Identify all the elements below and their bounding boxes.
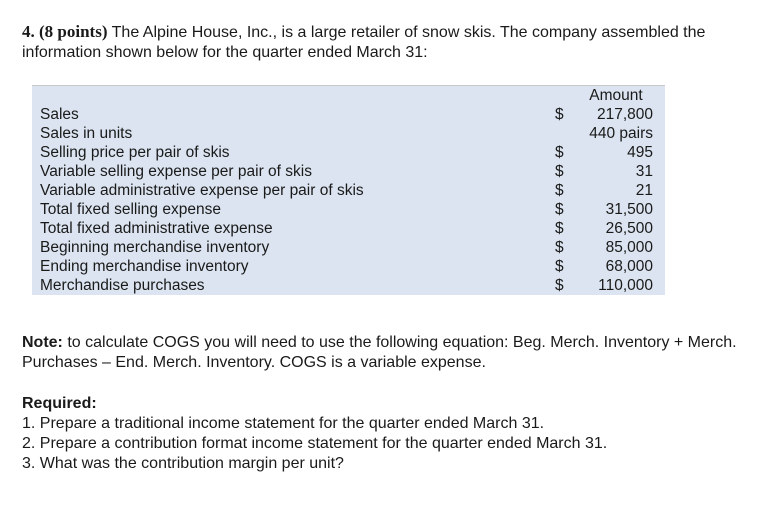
row-value: 85,000	[605, 238, 653, 256]
question-intro	[22, 22, 722, 63]
row-label: Sales in units	[40, 124, 133, 142]
table-row	[32, 200, 665, 219]
row-label: Sales	[40, 105, 79, 123]
question-number: 4. (8 points)	[22, 22, 108, 41]
table-row	[32, 219, 665, 238]
row-currency: $	[555, 162, 564, 180]
header-blank	[32, 86, 567, 105]
row-label: Merchandise purchases	[40, 276, 205, 294]
row-currency: $	[555, 257, 564, 275]
note-text: to calculate COGS you will need to use the following equation: Beg. Merch. Inventory + Merch. Purchases – End. Merch. Inventory. COGS is a variable expense.	[22, 334, 737, 371]
row-currency: $	[555, 238, 564, 256]
required-heading: Required:	[22, 395, 97, 412]
row-value: 440 pairs	[589, 124, 653, 142]
row-label: Variable administrative expense per pair of skis	[40, 181, 364, 199]
table-row	[32, 257, 665, 276]
table-row	[32, 238, 665, 257]
row-label: Selling price per pair of skis	[40, 143, 230, 161]
table-row	[32, 124, 665, 143]
row-currency: $	[555, 219, 564, 237]
row-value: 110,000	[598, 276, 653, 294]
table-row	[32, 105, 665, 124]
note-paragraph	[22, 333, 742, 373]
row-value: 495	[627, 143, 653, 161]
row-value: 31,500	[605, 200, 653, 218]
table-row	[32, 162, 665, 181]
amount-header: Amount	[567, 86, 665, 105]
table-row	[32, 143, 665, 162]
required-item: 2. Prepare a contribution format income statement for the quarter ended March 31.	[22, 435, 608, 452]
row-currency: $	[555, 181, 564, 199]
row-currency: $	[555, 143, 564, 161]
required-section	[22, 394, 742, 474]
required-item: 1. Prepare a traditional income statement for the quarter ended March 31.	[22, 415, 545, 432]
row-value: 217,800	[596, 105, 653, 123]
row-label: Total fixed selling expense	[40, 200, 221, 218]
row-label: Beginning merchandise inventory	[40, 238, 270, 256]
row-value: 21	[635, 181, 653, 199]
row-label: Ending merchandise inventory	[40, 257, 249, 275]
table-row	[32, 276, 665, 295]
table-header	[32, 86, 665, 105]
row-label: Total fixed administrative expense	[40, 219, 273, 237]
row-currency: $	[555, 276, 564, 294]
row-currency: $	[555, 105, 564, 123]
row-value: 68,000	[605, 257, 653, 275]
data-table	[32, 85, 665, 295]
table-row	[32, 181, 665, 200]
table-body	[32, 105, 665, 295]
note-label: Note:	[22, 334, 63, 351]
required-item: 3. What was the contribution margin per unit?	[22, 455, 344, 472]
row-currency: $	[555, 200, 564, 218]
row-value: 31	[635, 162, 653, 180]
row-label: Variable selling expense per pair of skis	[40, 162, 312, 180]
question-text: The Alpine House, Inc., is a large retailer of snow skis. The company assembled the information shown below for the quarter ended March 31:	[22, 24, 706, 61]
row-value: 26,500	[605, 219, 653, 237]
